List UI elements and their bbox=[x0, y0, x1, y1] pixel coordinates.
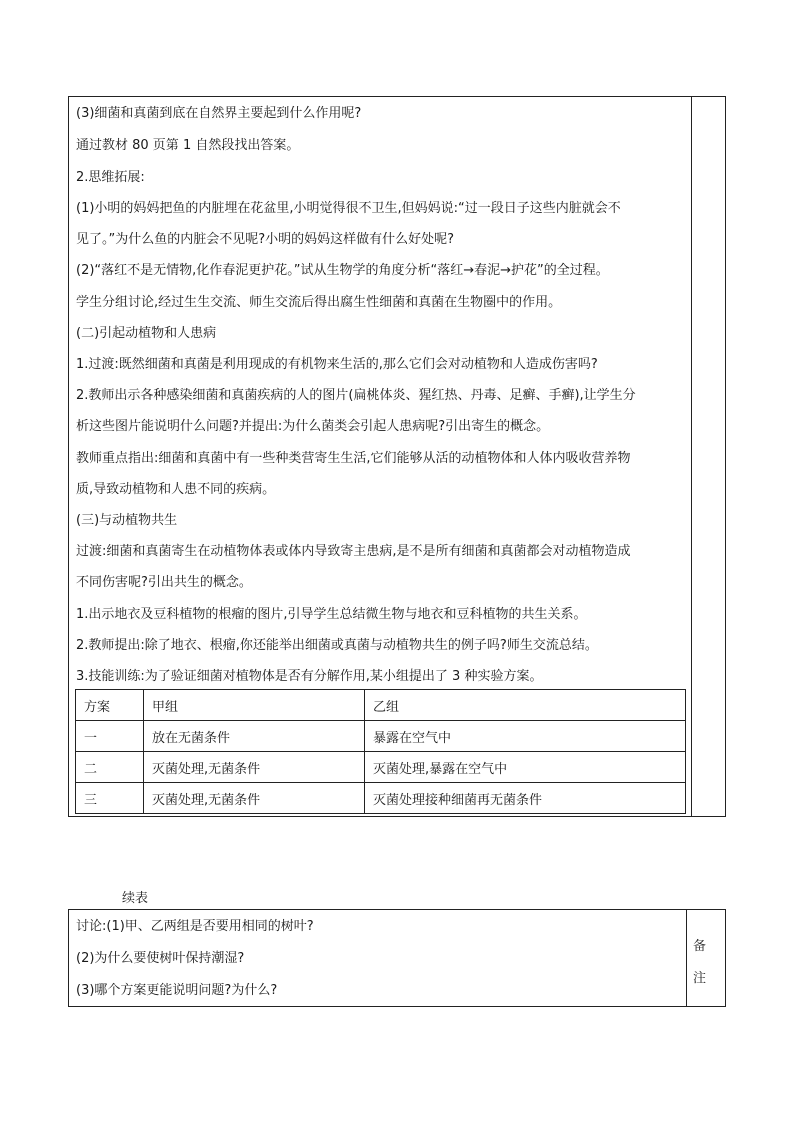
section-heading: (三)与动植物共生 bbox=[76, 513, 178, 528]
table-cell: 三 bbox=[76, 783, 144, 814]
content-line: (1)小明的妈妈把鱼的内脏埋在花盆里,小明觉得很不卫生,但妈妈说:“过一段日子这些内脏就会不 bbox=[76, 201, 621, 216]
table-row bbox=[76, 721, 686, 752]
notes-column-divider bbox=[686, 910, 687, 1006]
discussion-line: (3)哪个方案更能说明问题?为什么? bbox=[76, 983, 278, 998]
notes-label-char: 注 bbox=[693, 971, 707, 986]
content-line: (3)细菌和真菌到底在自然界主要起到什么作用呢? bbox=[76, 106, 362, 121]
content-line: 2.思维拓展: bbox=[76, 170, 145, 185]
notes-column-divider bbox=[691, 97, 692, 816]
content-line: 不同伤害呢?引出共生的概念。 bbox=[76, 575, 252, 590]
table-header-row bbox=[76, 690, 686, 721]
content-line: 学生分组讨论,经过生生交流、师生交流后得出腐生性细菌和真菌在生物圈中的作用。 bbox=[76, 295, 562, 310]
table-header-cell: 甲组 bbox=[144, 690, 365, 721]
table-row bbox=[76, 752, 686, 783]
discussion-line: (2)为什么要使树叶保持潮湿? bbox=[76, 951, 245, 966]
continued-caption: 续表 bbox=[122, 891, 149, 906]
section-heading: (二)引起动植物和人患病 bbox=[76, 326, 217, 341]
content-line: 1.过渡:既然细菌和真菌是利用现成的有机物来生活的,那么它们会对动植物和人造成伤害吗? bbox=[76, 357, 598, 372]
table-cell: 灭菌处理接种细菌再无菌条件 bbox=[365, 783, 686, 814]
table-cell: 二 bbox=[76, 752, 144, 783]
content-line: 过渡:细菌和真菌寄生在动植物体表或体内导致寄主患病,是不是所有细菌和真菌都会对动植物造成 bbox=[76, 544, 631, 559]
content-line: 质,导致动植物和人患不同的疾病。 bbox=[76, 482, 276, 497]
content-line: (2)“落红不是无情物,化作春泥更护花。”试从生物学的角度分析“落红→春泥→护花”的全过程。 bbox=[76, 263, 609, 278]
table-cell: 暴露在空气中 bbox=[365, 721, 686, 752]
table-cell: 灭菌处理,无菌条件 bbox=[144, 783, 365, 814]
notes-label-char: 备 bbox=[693, 939, 707, 954]
content-line: 1.出示地衣及豆科植物的根瘤的图片,引导学生总结微生物与地衣和豆科植物的共生关系。 bbox=[76, 607, 587, 622]
experiment-table bbox=[75, 689, 686, 814]
table-row bbox=[76, 783, 686, 814]
table-header-cell: 乙组 bbox=[365, 690, 686, 721]
table-cell: 灭菌处理,暴露在空气中 bbox=[365, 752, 686, 783]
content-line: 见了。”为什么鱼的内脏会不见呢?小明的妈妈这样做有什么好处呢? bbox=[76, 232, 455, 247]
content-line: 3.技能训练:为了验证细菌对植物体是否有分解作用,某小组提出了 3 种实验方案。 bbox=[76, 669, 543, 684]
content-line: 2.教师提出:除了地衣、根瘤,你还能举出细菌或真菌与动植物共生的例子吗?师生交流总结。 bbox=[76, 638, 598, 653]
content-line: 析这些图片能说明什么问题?并提出:为什么菌类会引起人患病呢?引出寄生的概念。 bbox=[76, 419, 550, 434]
table-header-cell: 方案 bbox=[76, 690, 144, 721]
discussion-line: 讨论:(1)甲、乙两组是否要用相同的树叶? bbox=[76, 919, 314, 934]
table-cell: 灭菌处理,无菌条件 bbox=[144, 752, 365, 783]
table-cell: 放在无菌条件 bbox=[144, 721, 365, 752]
content-line: 通过教材 80 页第 1 自然段找出答案。 bbox=[76, 138, 300, 153]
content-line: 教师重点指出:细菌和真菌中有一些种类营寄生生活,它们能够从活的动植物体和人体内吸收营养物 bbox=[76, 451, 631, 466]
table-cell: 一 bbox=[76, 721, 144, 752]
content-line: 2.教师出示各种感染细菌和真菌疾病的人的图片(扁桃体炎、猩红热、丹毒、足癣、手癣),让学生分 bbox=[76, 388, 636, 403]
